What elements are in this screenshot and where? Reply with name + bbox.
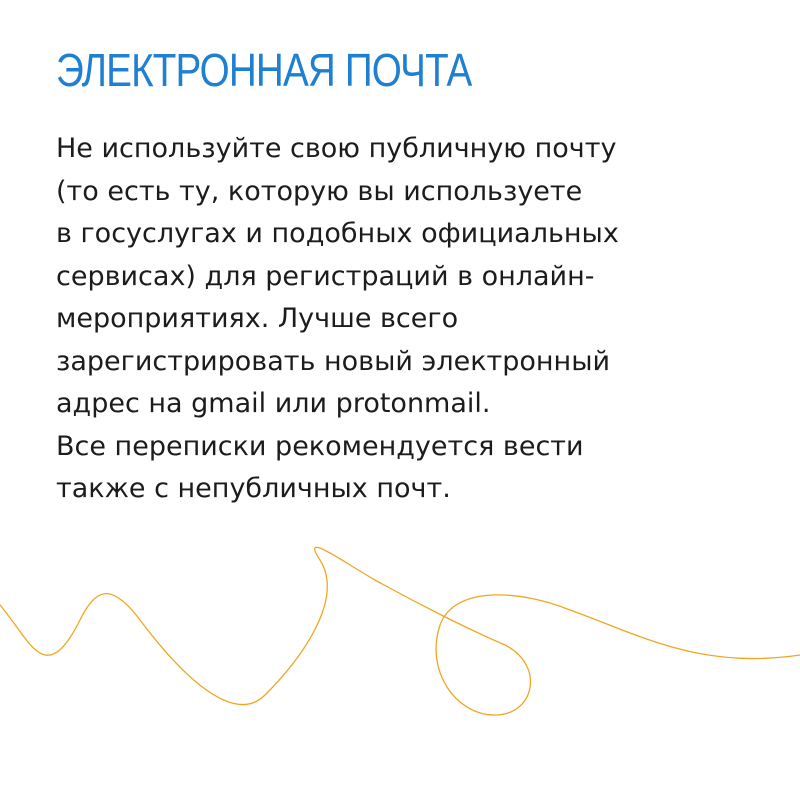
body-line: Не используйте свою публичную почту — [56, 133, 617, 164]
body-line: зарегистрировать новый электронный — [56, 345, 611, 377]
body-line: (то есть ту, которую вы используете — [56, 175, 583, 207]
body-line: также с непубличных почт. — [56, 473, 451, 504]
scribble-path — [0, 547, 800, 715]
body-line: адрес на gmail или protonmail. — [56, 388, 491, 419]
page-title: ЭЛЕКТРОННАЯ ПОЧТА — [56, 44, 472, 96]
decorative-scribble-line — [0, 540, 800, 740]
body-line: Все переписки рекомендуется вести — [56, 430, 584, 462]
body-line: мероприятиях. Лучше всего — [56, 303, 459, 334]
body-line: сервисах) для регистраций в онлайн- — [56, 260, 595, 292]
body-line: в госуслугах и подобных официальных — [56, 218, 619, 249]
body-text — [56, 128, 756, 511]
